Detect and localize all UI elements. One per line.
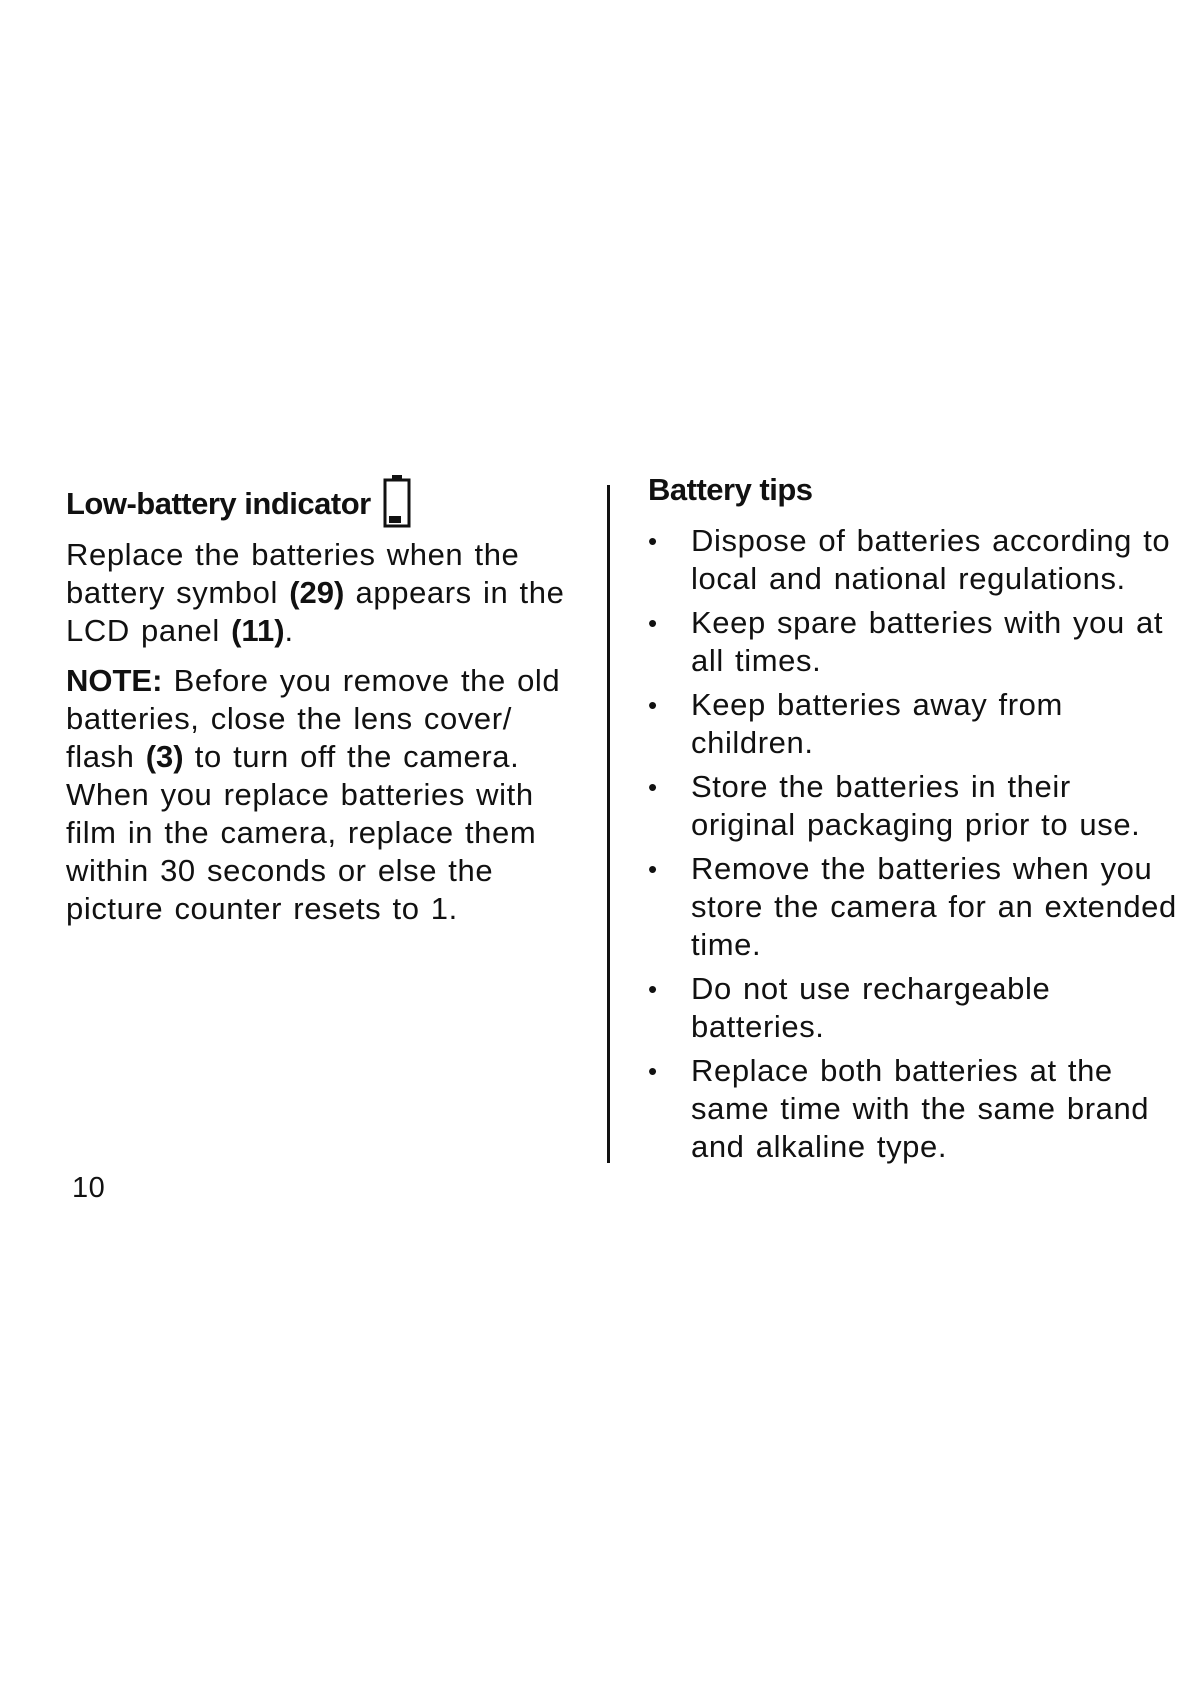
tip-text: Do not use rechargeable batteries. xyxy=(691,971,1051,1044)
bullet: • xyxy=(648,772,658,802)
ref-11: (11) xyxy=(231,613,285,648)
low-battery-heading xyxy=(66,470,586,524)
tip-text: Dispose of batteries according to local and national regulations. xyxy=(691,523,1171,596)
bullet: • xyxy=(648,854,658,884)
list-item xyxy=(648,522,1178,598)
para1-text-1: Replace the batteries when the battery symbol xyxy=(66,537,520,610)
list-item xyxy=(648,1052,1178,1166)
bullet: • xyxy=(648,1056,658,1086)
tip-text: Keep spare batteries with you at all times. xyxy=(691,605,1164,678)
replace-batteries-paragraph xyxy=(66,536,586,650)
battery-tips-list xyxy=(648,522,1178,1166)
low-battery-heading-text: Low-battery indicator xyxy=(66,486,371,521)
battery-tips-section xyxy=(648,470,1178,1172)
bullet: • xyxy=(648,526,658,556)
list-item xyxy=(648,970,1178,1046)
list-item xyxy=(648,686,1178,762)
ref-3: (3) xyxy=(145,739,184,774)
note-text-2: to turn off the camera. When you replace batteries with film in the camera, replace them within 30 seconds or else the picture counter resets to 1. xyxy=(66,739,537,926)
page-number: 10 xyxy=(72,1172,106,1204)
tip-text: Store the batteries in their original packaging prior to use. xyxy=(691,769,1141,842)
list-item xyxy=(648,768,1178,844)
battery-tips-heading: Battery tips xyxy=(648,472,813,507)
tip-text: Remove the batteries when you store the camera for an extended time. xyxy=(691,851,1177,962)
ref-29: (29) xyxy=(289,575,345,610)
list-item xyxy=(648,604,1178,680)
para1-text-3: . xyxy=(284,613,294,648)
note-text-1: Before you remove the old batteries, close the lens cover/ flash xyxy=(66,663,561,774)
low-battery-section xyxy=(66,470,586,940)
bullet: • xyxy=(648,974,658,1004)
tip-text: Keep batteries away from children. xyxy=(691,687,1063,760)
tip-text: Replace both batteries at the same time with the same brand and alkaline type. xyxy=(691,1053,1150,1164)
low-battery-icon xyxy=(383,474,411,528)
column-divider xyxy=(607,485,610,1163)
para1-text-2: appears in the LCD panel xyxy=(66,575,565,648)
note-label: NOTE: xyxy=(66,663,163,698)
bullet: • xyxy=(648,690,658,720)
list-item xyxy=(648,850,1178,964)
bullet: • xyxy=(648,608,658,638)
note-paragraph xyxy=(66,662,586,928)
